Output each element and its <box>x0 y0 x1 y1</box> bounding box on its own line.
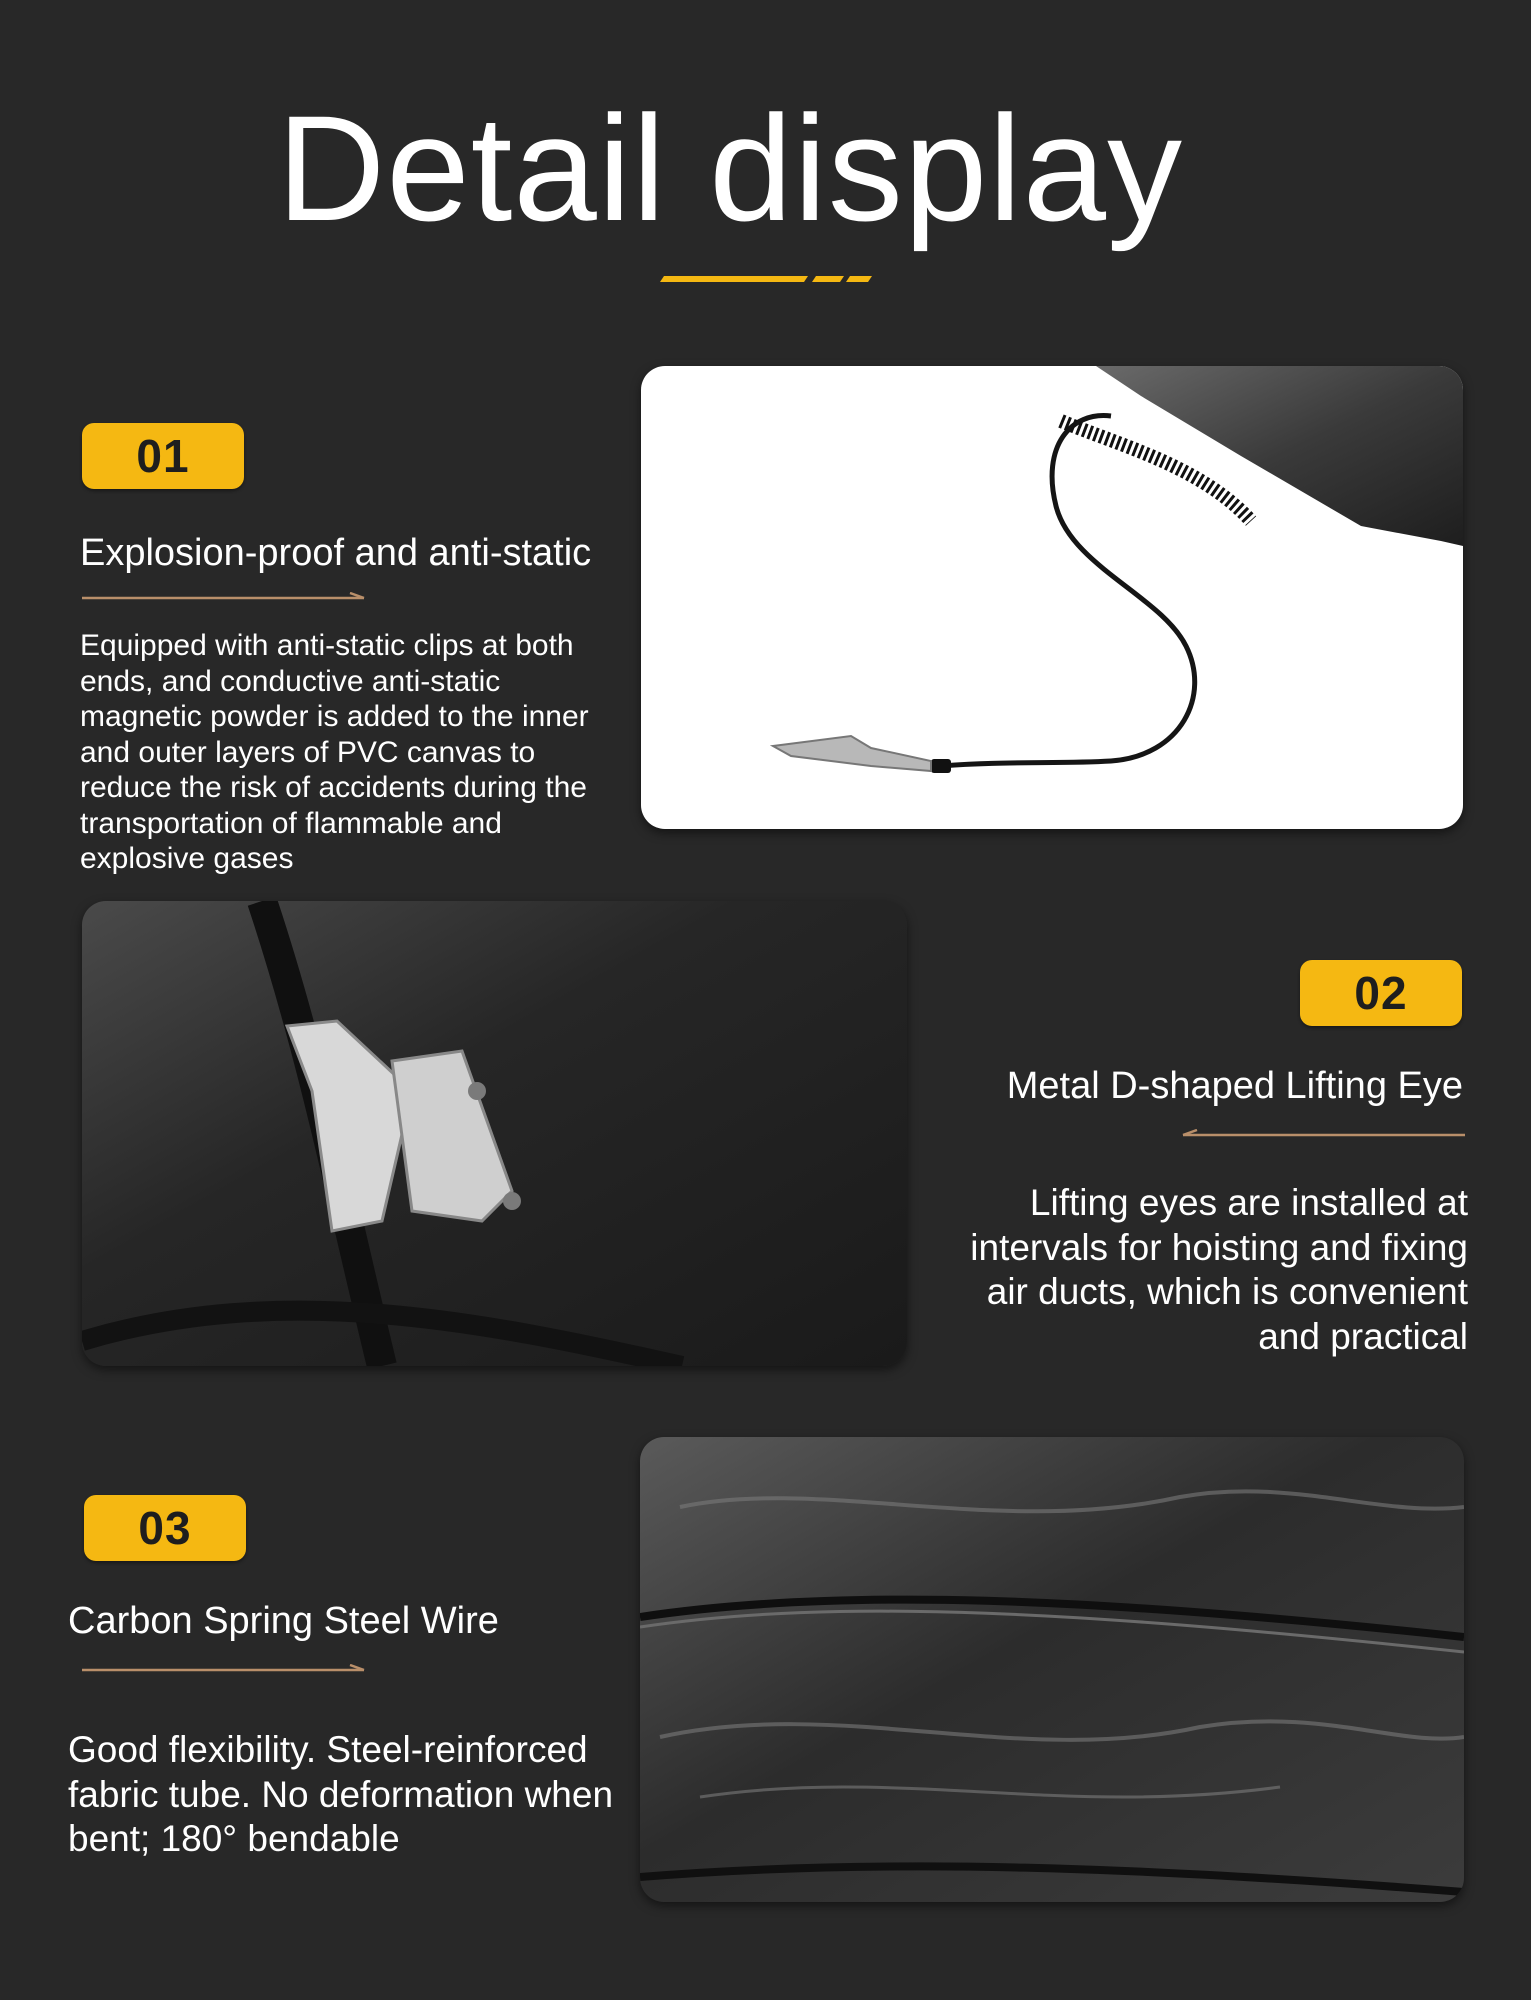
feature-1-number-badge: 01 <box>82 423 244 489</box>
title-underline <box>660 274 875 284</box>
feature-2-heading: Metal D-shaped Lifting Eye <box>1006 1065 1463 1107</box>
feature-2-arrow-icon <box>1180 1129 1465 1141</box>
page-title: Detail display <box>276 84 1184 252</box>
anti-static-clip-photo <box>641 366 1463 829</box>
feature-3-description: Good flexibility. Steel-reinforced fabric tube. No deformation when bent; 180° bendable <box>68 1729 614 1859</box>
feature-1-arrow-icon <box>82 592 367 604</box>
d-ring-lifting-eye-photo <box>82 901 907 1366</box>
feature-2-number-badge: 02 <box>1300 960 1462 1026</box>
feature-2-description: Lifting eyes are installed at intervals for hoisting and fixing air ducts, which is convenient and practical <box>970 1182 1468 1357</box>
feature-1-heading: Explosion-proof and anti-static <box>80 532 592 574</box>
feature-3-number-badge: 03 <box>84 1495 246 1561</box>
feature-3-heading: Carbon Spring Steel Wire <box>68 1600 499 1642</box>
feature-1-description: Equipped with anti-static clips at both ends, and conductive anti-static magnetic powder is added to the inner and outer layers of PVC canvas to reduce the risk of accidents during the transportation of flammable and explosive gases <box>80 629 589 875</box>
black-fabric-tube-photo <box>640 1437 1464 1902</box>
feature-3-arrow-icon <box>82 1664 367 1676</box>
